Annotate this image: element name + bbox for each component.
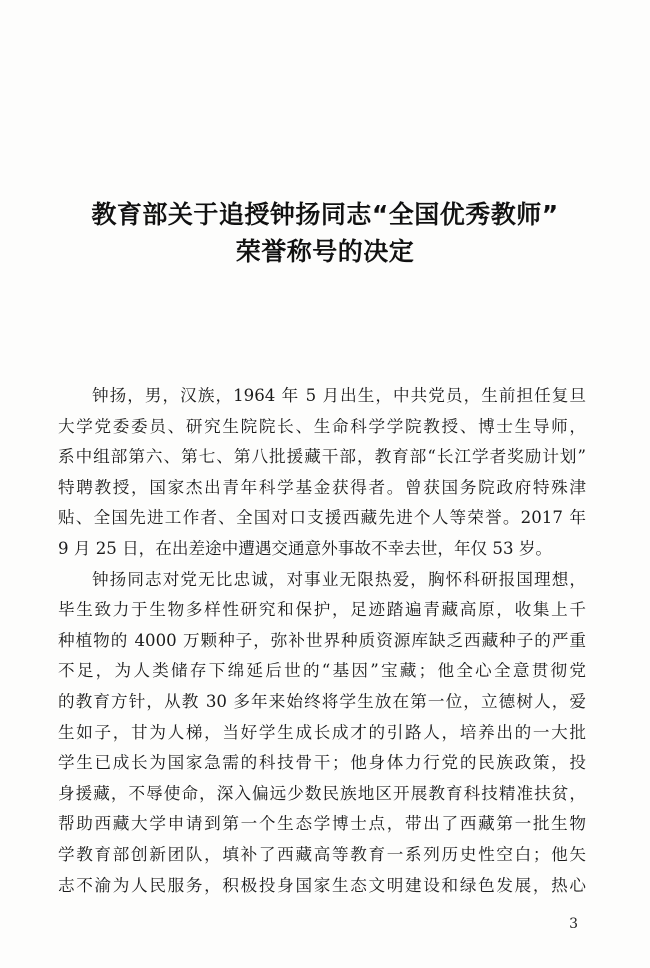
text-line: 身援藏，不辱使命，深入偏远少数民族地区开展教育科技精准扶贫， bbox=[58, 783, 586, 803]
text-line: 钟扬同志对党无比忠诚，对事业无限热爱，胸怀科研报国理想， bbox=[92, 569, 586, 589]
text-line: 不足，为人类储存下绵延后世的“基因”宝藏；他全心全意贯彻党 bbox=[58, 661, 586, 681]
title-line-1: 教育部关于追授钟扬同志“全国优秀教师” bbox=[91, 200, 559, 229]
page-number: 3 bbox=[569, 916, 578, 932]
paragraph-1 bbox=[58, 381, 586, 565]
text-line: 帮助西藏大学申请到第一个生态学博士点，带出了西藏第一批生物 bbox=[58, 814, 586, 834]
text-line: 种植物的 4000 万颗种子，弥补世界种质资源库缺乏西藏种子的严重 bbox=[58, 630, 586, 650]
text-line: 9 月 25 日，在出差途中遭遇交通意外事故不幸去世，年仅 53 岁。 bbox=[58, 538, 553, 558]
text-line: 大学党委委员、研究生院院长、生命科学学院教授、博士生导师， bbox=[58, 416, 586, 436]
title-line-2: 荣誉称号的决定 bbox=[235, 237, 415, 266]
text-line: 学教育部创新团队，填补了西藏高等教育一系列历史性空白；他矢 bbox=[58, 844, 586, 864]
text-line: 志不渝为人民服务，积极投身国家生态文明建设和绿色发展，热心 bbox=[58, 875, 586, 895]
text-line: 特聘教授，国家杰出青年科学基金获得者。曾获国务院政府特殊津 bbox=[58, 477, 586, 497]
text-line: 系中组部第六、第七、第八批援藏干部，教育部“长江学者奖励计划” bbox=[58, 447, 586, 467]
document-title bbox=[0, 196, 650, 270]
text-line: 生如子，甘为人梯，当好学生成长成才的引路人，培养出的一大批 bbox=[58, 722, 586, 742]
text-line: 毕生致力于生物多样性研究和保护，足迹踏遍青藏高原，收集上千 bbox=[58, 600, 586, 620]
text-line: 学生已成长为国家急需的科技骨干；他身体力行党的民族政策，投 bbox=[58, 753, 586, 773]
document-body bbox=[58, 381, 586, 901]
text-line: 的教育方针，从教 30 多年来始终将学生放在第一位，立德树人，爱 bbox=[58, 691, 586, 711]
paragraph-2 bbox=[58, 565, 586, 902]
text-line: 贴、全国先进工作者、全国对口支援西藏先进个人等荣誉。2017 年 bbox=[58, 508, 586, 528]
text-line: 钟扬，男，汉族，1964 年 5 月出生，中共党员，生前担任复旦 bbox=[92, 386, 586, 405]
